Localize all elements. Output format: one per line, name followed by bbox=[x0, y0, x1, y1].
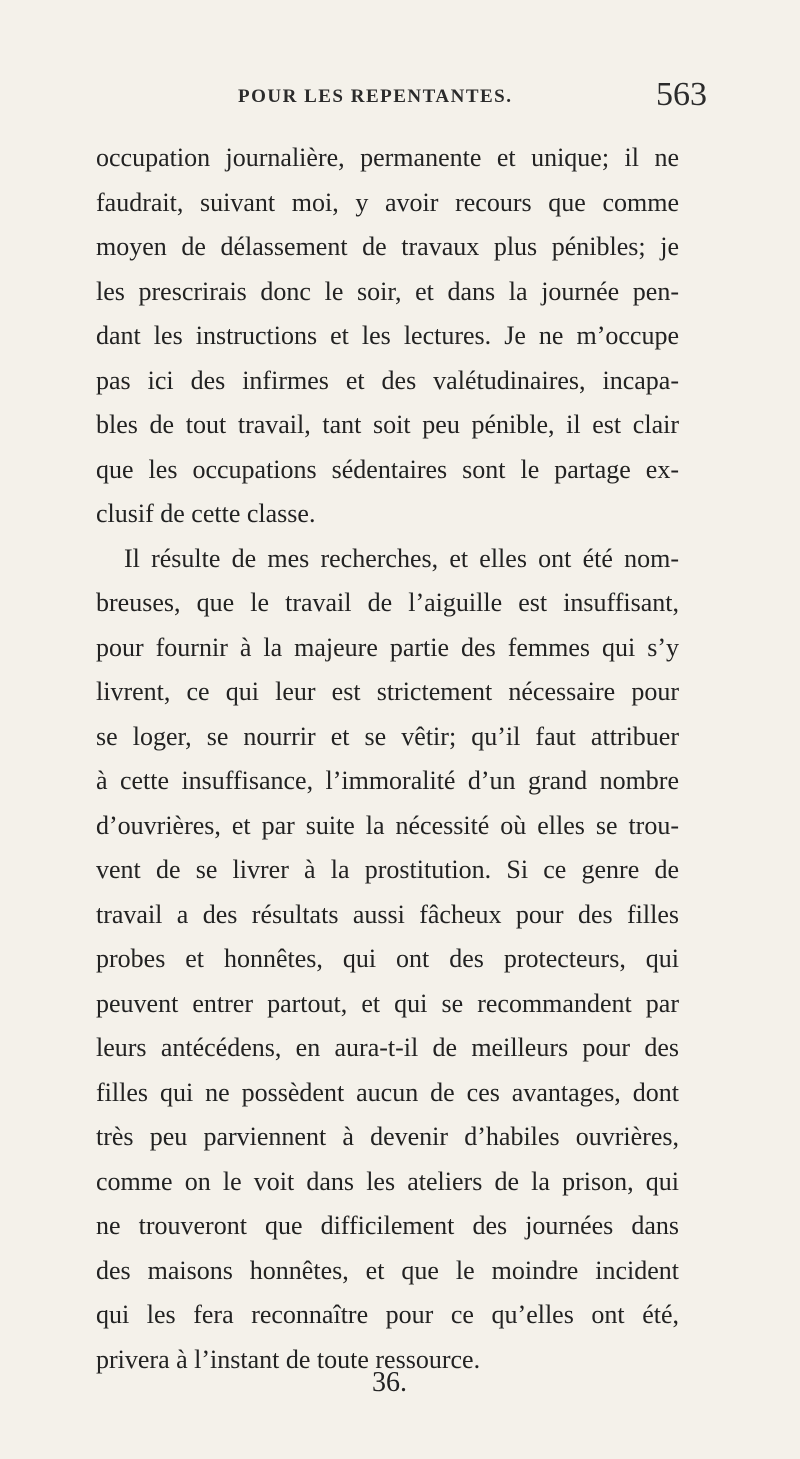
text-line: breuses, que le travail de l’aiguille est insuffisant, bbox=[96, 588, 679, 617]
text-line: faudrait, suivant moi, y avoir recours que comme bbox=[96, 187, 679, 217]
text-line: pas ici des infirmes et des valétudinaires, incapa- bbox=[96, 365, 679, 395]
page-number: 563 bbox=[656, 76, 707, 113]
text-line: occupation journalière, permanente et unique; il ne bbox=[96, 143, 679, 172]
text-line: peuvent entrer partout, et qui se recommandent par bbox=[96, 988, 679, 1018]
text-line: moyen de délassement de travaux plus pénibles; je bbox=[96, 232, 679, 261]
text-line: qui les fera reconnaître pour ce qu’elles ont été, bbox=[96, 1300, 679, 1329]
text-line: à cette insuffisance, l’immoralité d’un grand nombre bbox=[96, 766, 679, 795]
text-line: pour fournir à la majeure partie des femmes qui s’y bbox=[96, 632, 679, 662]
text-line: clusif de cette classe. bbox=[96, 499, 316, 528]
text-line: des maisons honnêtes, et que le moindre incident bbox=[96, 1255, 679, 1285]
text-line: ne trouveront que difficilement des journées dans bbox=[96, 1211, 679, 1240]
text-line: d’ouvrières, et par suite la nécessité où elles se trou- bbox=[96, 810, 679, 840]
text-line: se loger, se nourrir et se vêtir; qu’il faut attribuer bbox=[96, 721, 679, 751]
text-line: dant les instructions et les lectures. Je ne m’occupe bbox=[96, 321, 679, 350]
text-line: probes et honnêtes, qui ont des protecteurs, qui bbox=[96, 944, 679, 973]
text-line: très peu parviennent à devenir d’habiles ouvrières, bbox=[96, 1122, 679, 1151]
text-line: privera à l’instant de toute ressource. bbox=[96, 1344, 481, 1374]
text-line: filles qui ne possèdent aucun de ces avantages, dont bbox=[96, 1077, 679, 1107]
page-header bbox=[0, 76, 800, 122]
text-line: travail a des résultats aussi fâcheux pour des filles bbox=[96, 899, 679, 929]
text-line: vent de se livrer à la prostitution. Si ce genre de bbox=[96, 855, 679, 884]
running-head: POUR LES REPENTANTES. bbox=[238, 86, 513, 107]
text-line: les prescrirais donc le soir, et dans la journée pen- bbox=[96, 276, 679, 306]
text-line: bles de tout travail, tant soit peu pénible, il est clair bbox=[96, 410, 679, 439]
text-line: que les occupations sédentaires sont le partage ex- bbox=[96, 454, 679, 484]
signature-mark: 36. bbox=[372, 1367, 407, 1398]
text-line: livrent, ce qui leur est strictement nécessaire pour bbox=[96, 677, 679, 706]
text-line: comme on le voit dans les ateliers de la prison, qui bbox=[96, 1166, 679, 1196]
body-text bbox=[96, 136, 679, 1382]
text-line: Il résulte de mes recherches, et elles ont été nom- bbox=[124, 543, 679, 573]
text-line: leurs antécédens, en aura-t-il de meilleurs pour des bbox=[96, 1033, 679, 1062]
